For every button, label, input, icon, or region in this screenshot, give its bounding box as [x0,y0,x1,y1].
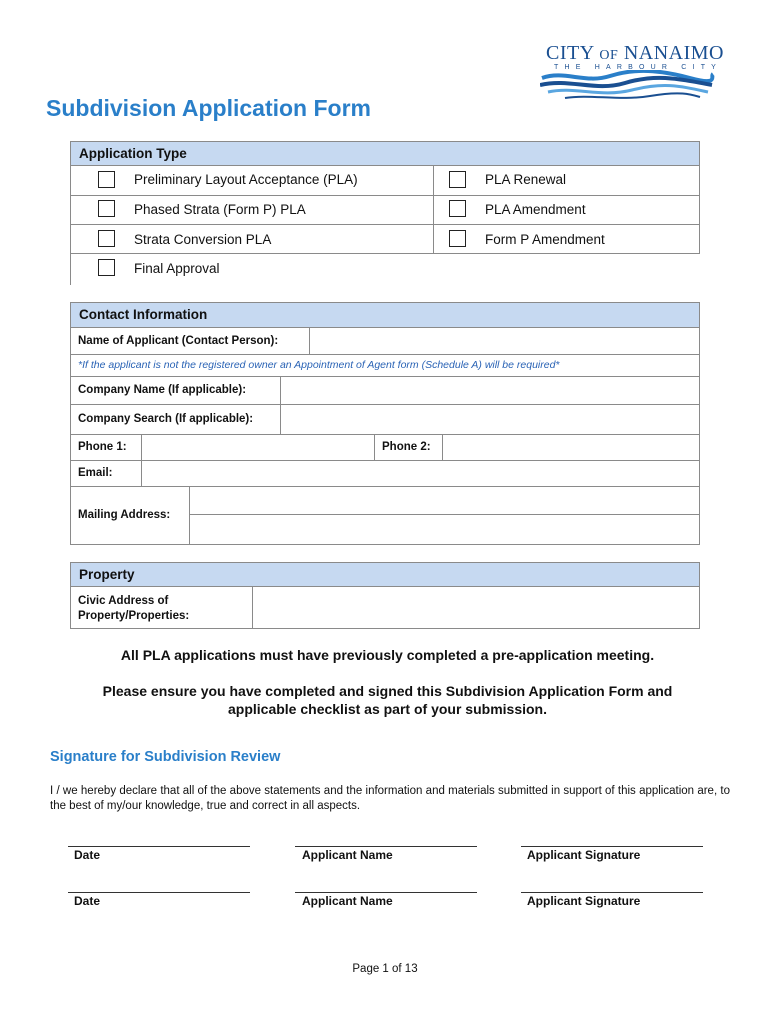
checkbox-pla-renewal[interactable] [449,171,466,188]
option-pla: Preliminary Layout Acceptance (PLA) [134,172,358,187]
option-phased-strata: Phased Strata (Form P) PLA [134,202,306,217]
city-logo [540,40,724,102]
company-name-field[interactable] [281,376,699,404]
property-header: Property [71,563,699,587]
applicant-name-field[interactable] [310,328,699,354]
logo-title: CITY OF NANAIMO [546,42,724,64]
application-type-header: Application Type [71,142,699,166]
form-title: Subdivision Application Form [46,95,371,121]
option-strata-conversion: Strata Conversion PLA [134,232,272,247]
civic-address-field[interactable] [253,588,699,628]
date-label-2: Date [74,894,101,908]
checkbox-pla[interactable] [98,171,115,188]
company-name-label: Company Name (If applicable): [78,384,247,396]
phone1-field[interactable] [142,435,374,460]
wave-icon [540,70,715,102]
contact-information-header: Contact Information [71,303,699,328]
option-final-approval: Final Approval [134,261,220,276]
mailing-address-line2-field[interactable] [190,515,699,543]
company-search-label: Company Search (If applicable): [78,413,254,425]
mailing-address-label: Mailing Address: [78,509,171,521]
applicant-signature-label: Applicant Signature [527,848,641,862]
option-form-p-amendment: Form P Amendment [485,232,605,247]
email-label: Email: [78,467,113,479]
company-search-field[interactable] [281,405,699,434]
checkbox-phased-strata[interactable] [98,200,115,217]
checkbox-pla-amendment[interactable] [449,200,466,217]
checkbox-form-p-amendment[interactable] [449,230,466,247]
phone2-label: Phone 2: [382,441,431,453]
signature-title: Signature for Subdivision Review [50,749,281,765]
checkbox-strata-conversion[interactable] [98,230,115,247]
mailing-address-line1-field[interactable] [190,487,699,514]
agent-note: *If the applicant is not the registered owner an Appointment of Agent form (Schedule A) will be required* [78,359,560,371]
phone2-field[interactable] [443,435,699,460]
page-number: Page 1 of 13 [352,963,418,975]
option-pla-amendment: PLA Amendment [485,202,586,217]
option-pla-renewal: PLA Renewal [485,172,567,187]
ensure-notice: Please ensure you have completed and signed this Subdivision Application Form and applicable checklist as part of your submission. [102,683,673,717]
declaration-text: I / we hereby declare that all of the above statements and the information and materials submitted in support of this application are, to the best of my/our knowledge, true and correct in all aspects. [50,785,730,812]
email-field[interactable] [142,461,699,486]
applicant-name-sig-label: Applicant Name [302,848,393,862]
checkbox-final-approval[interactable] [98,259,115,276]
civic-address-label: Civic Address of Property/Properties: [78,595,190,622]
logo-subtitle: THE HARBOUR CITY [554,64,723,71]
applicant-name-sig-label-2: Applicant Name [302,894,393,908]
phone1-label: Phone 1: [78,441,127,453]
applicant-signature-label-2: Applicant Signature [527,894,641,908]
pla-notice: All PLA applications must have previously completed a pre-application meeting. [120,647,655,663]
date-label: Date [74,848,101,862]
applicant-name-label: Name of Applicant (Contact Person): [78,335,279,347]
